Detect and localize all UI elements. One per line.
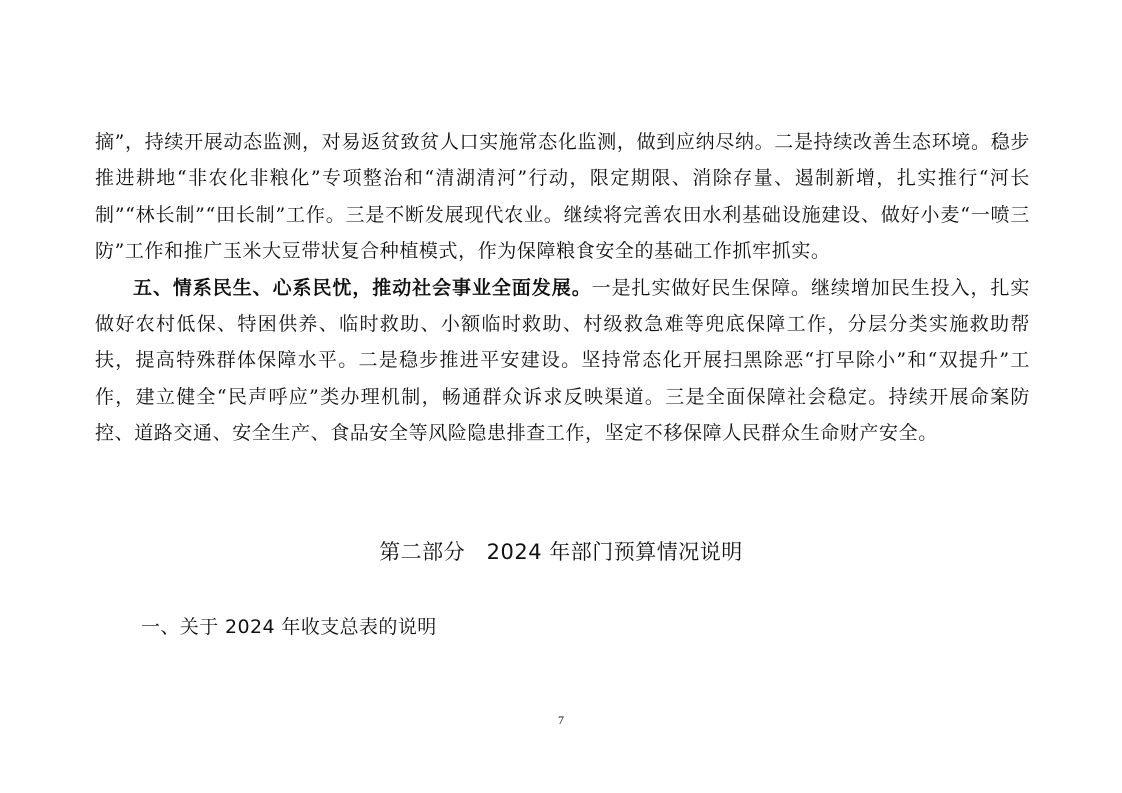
body-text	[95, 124, 1030, 452]
paragraph-section-five	[95, 270, 1030, 452]
page-number: 7	[558, 713, 564, 727]
paragraph-text: 一是扎实做好民生保障。继续增加民生投入，扎实做好农村低保、特困供养、临时救助、小额临时救助、村级救急难等兜底保障工作，分层分类实施救助帮扶，提高特殊群体保障水平。二是稳步推进平安建设。坚持常态化开展扫黑除恶“打早除小”和“双提升”工作，建立健全“民声呼应”类办理机制，畅通群众诉求反映渠道。三是全面保障社会稳定。持续开展命案防控、道路交通、安全生产、食品安全等风险隐患排查工作，坚定不移保障人民群众生命财产安全。	[95, 276, 1030, 445]
paragraph-lead: 五、情系民生、心系民忧，推动社会事业全面发展。	[133, 276, 592, 299]
paragraph-text: 摘”，持续开展动态监测，对易返贫致贫人口实施常态化监测，做到应纳尽纳。二是持续改善生态环境。稳步推进耕地“非农化非粮化”专项整治和“清湖清河”行动，限定期限、消除存量、遏制新增，扎实推行“河长制”“林长制”“田长制”工作。三是不断发展现代农业。继续将完善农田水利基础设施建设、做好小麦“一喷三防”工作和推广玉米大豆带状复合种植模式，作为保障粮食安全的基础工作抓牢抓实。	[95, 131, 1030, 263]
section-heading: 一、关于 2024 年收支总表的说明	[141, 616, 437, 638]
part-title: 第二部分 2024 年部门预算情况说明	[379, 540, 743, 564]
paragraph-continuation	[95, 124, 1030, 270]
